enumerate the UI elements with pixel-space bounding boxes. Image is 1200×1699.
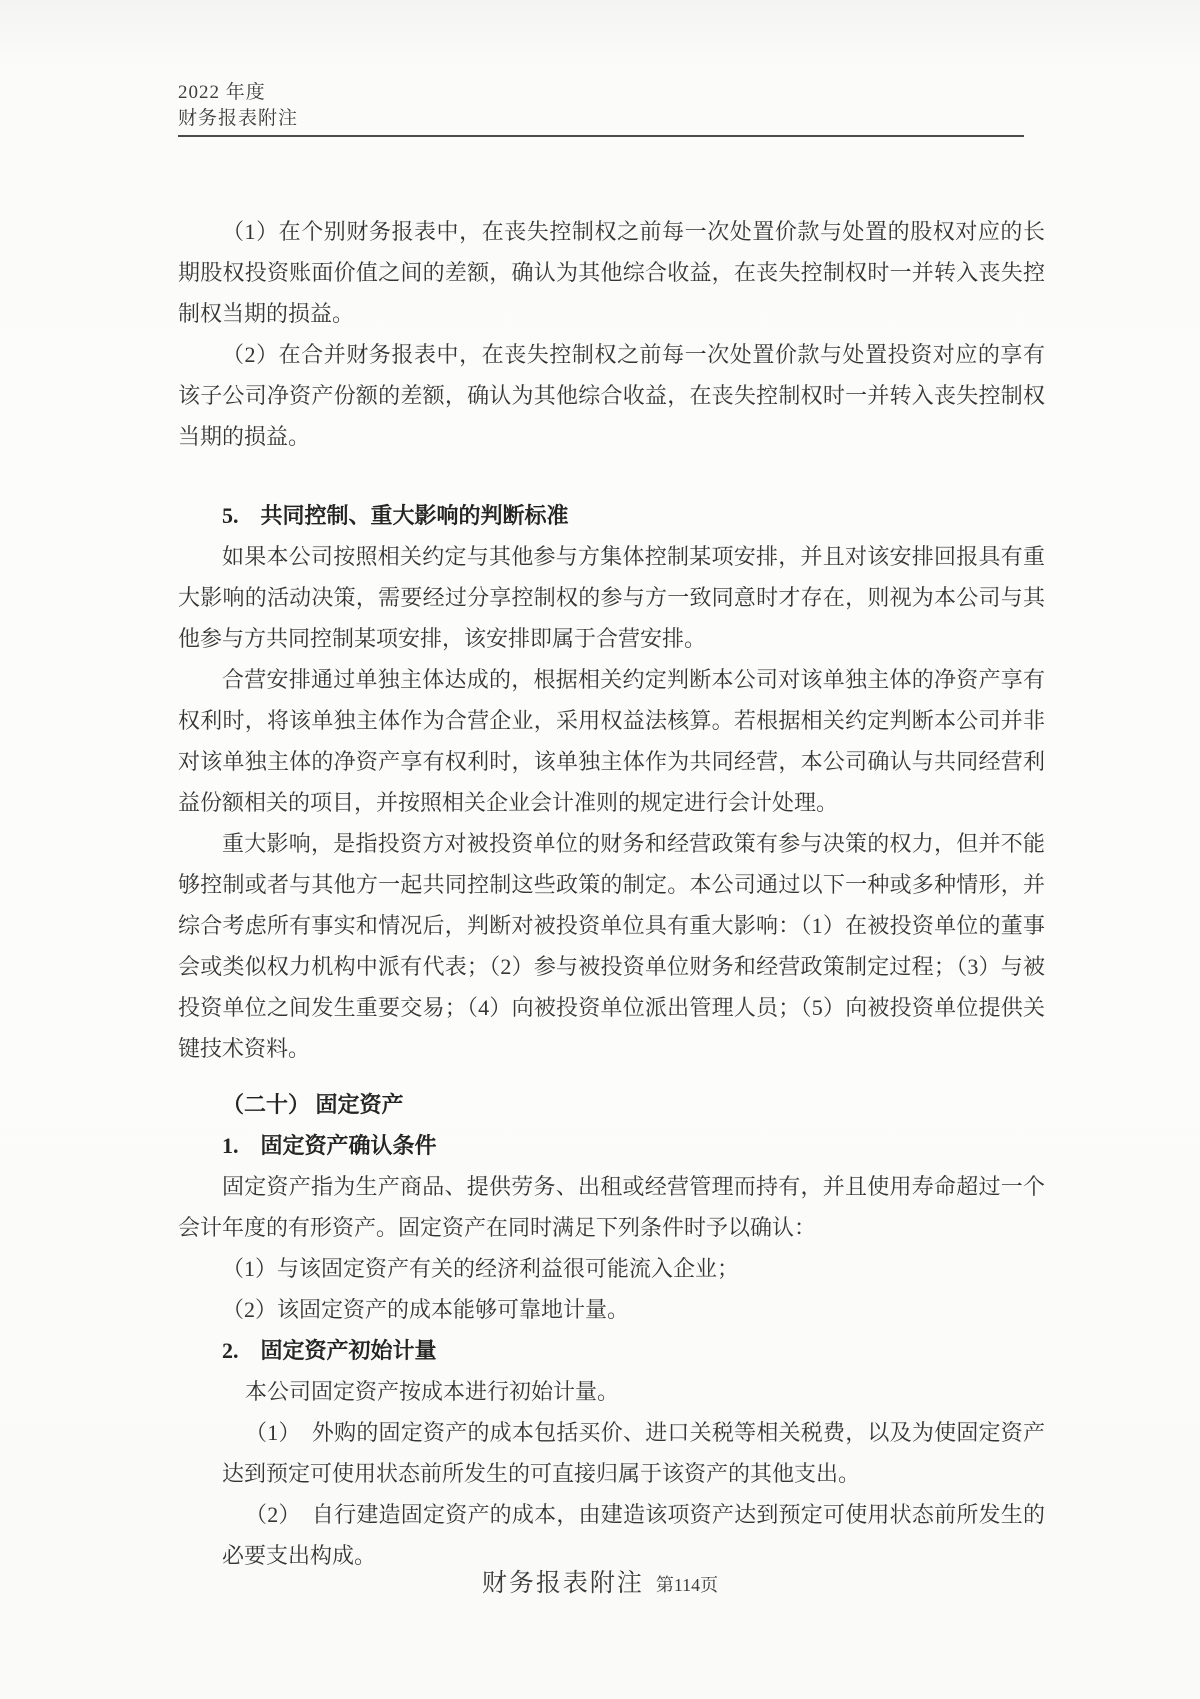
section-heading: 5. 共同控制、重大影响的判断标准 [222,503,569,528]
section-heading: 1. 固定资产确认条件 [222,1133,437,1158]
paragraph: （2）该固定资产的成本能够可靠地计量。 [222,1297,630,1322]
paragraph: 重大影响，是指投资方对被投资单位的财务和经营政策有参与决策的权力，但并不能够控制或者与其他方一起共同控制这些政策的制定。本公司通过以下一种或多种情形，并综合考虑所有事实和情况后，判断对被投资单位具有重大影响：（1）在被投资单位的董事会或类似权力机构中派有代表；（2）参与被投资单位财务和经营政策制定过程；（3）与被投资单位之间发生重要交易；（4）向被投资单位派出管理人员；（5）向被投资单位提供关键技术资料。 [178,831,1045,1061]
page-footer [0,1563,1200,1599]
footer-page-number: 第114页 [655,1575,719,1595]
header-divider [178,135,1024,137]
header-report-title: 财务报表附注 [178,108,299,129]
document-body [178,211,1045,1576]
section-heading: （二十） 固定资产 [222,1092,404,1117]
footer-title: 财务报表附注 [481,1570,644,1597]
header-year: 2022 年度 [178,82,266,103]
paragraph: （1）在个别财务报表中，在丧失控制权之前每一次处置价款与处置的股权对应的长期股权投资账面价值之间的差额，确认为其他综合收益，在丧失控制权时一并转入丧失控制权当期的损益。 [178,219,1045,326]
paragraph: （1）与该固定资产有关的经济利益很可能流入企业； [222,1256,740,1281]
paragraph: 合营安排通过单独主体达成的，根据相关约定判断本公司对该单独主体的净资产享有权利时，将该单独主体作为合营企业，采用权益法核算。若根据相关约定判断本公司并非对该单独主体的净资产享有权利时，该单独主体作为共同经营，本公司确认与共同经营利益份额相关的项目，并按照相关企业会计准则的规定进行会计处理。 [178,667,1045,815]
paragraph: （1） 外购的固定资产的成本包括买价、进口关税等相关税费，以及为使固定资产达到预定可使用状态前所发生的可直接归属于该资产的其他支出。 [222,1420,1045,1486]
page-header [178,80,298,132]
paragraph: 如果本公司按照相关约定与其他参与方集体控制某项安排，并且对该安排回报具有重大影响的活动决策，需要经过分享控制权的参与方一致同意时才存在，则视为本公司与其他参与方共同控制某项安排，该安排即属于合营安排。 [178,544,1045,651]
paragraph: 本公司固定资产按成本进行初始计量。 [245,1379,620,1404]
paragraph: （2）在合并财务报表中，在丧失控制权之前每一次处置价款与处置投资对应的享有该子公司净资产份额的差额，确认为其他综合收益，在丧失控制权时一并转入丧失控制权当期的损益。 [178,342,1045,449]
section-heading: 2. 固定资产初始计量 [222,1338,437,1363]
paragraph: （2） 自行建造固定资产的成本，由建造该项资产达到预定可使用状态前所发生的必要支出构成。 [222,1502,1045,1568]
paragraph: 固定资产指为生产商品、提供劳务、出租或经营管理而持有，并且使用寿命超过一个会计年度的有形资产。固定资产在同时满足下列条件时予以确认： [178,1174,1045,1240]
